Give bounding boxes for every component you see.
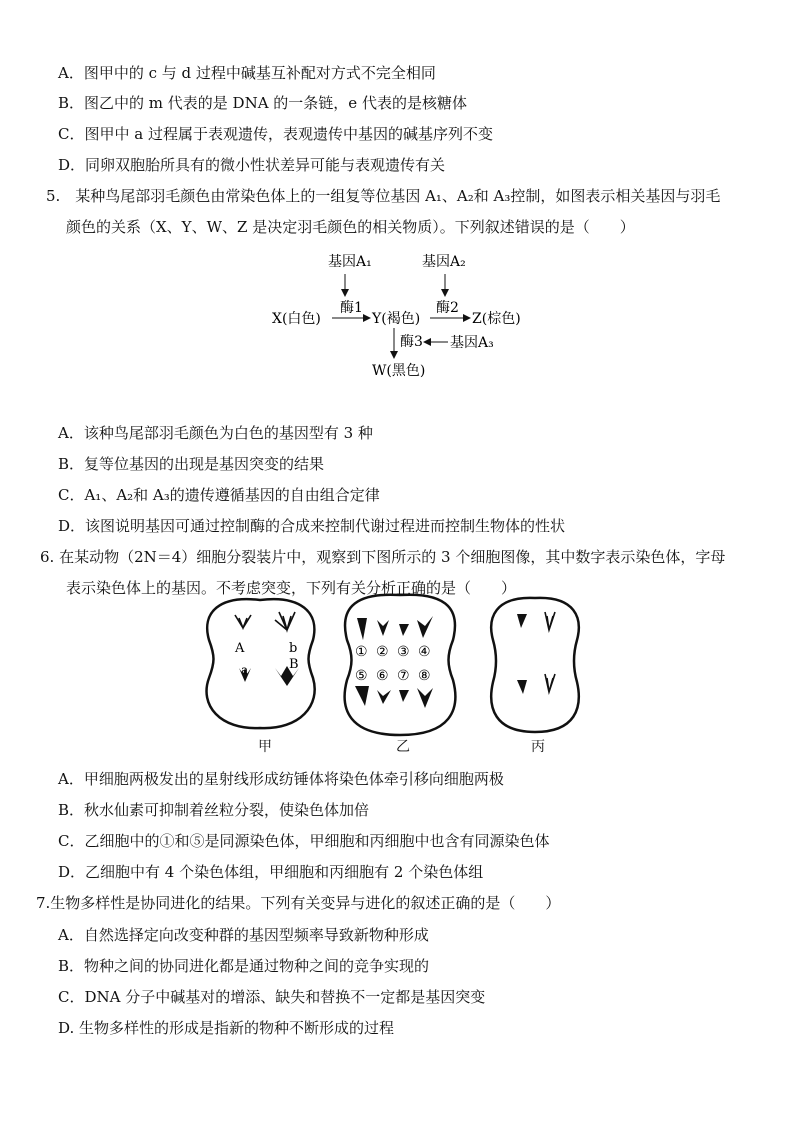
gene-A-label: A: [235, 641, 245, 656]
enzyme2-label: 酶2: [436, 300, 459, 316]
chromosome-6: ⑥: [376, 668, 389, 684]
cell-yi-outline: [345, 595, 456, 735]
substance-w-label: W(黑色): [372, 363, 426, 379]
q4-option-d: D．同卵双胞胎所具有的微小性状差异可能与表观遗传有关: [58, 156, 446, 174]
chromosome-1: ①: [355, 644, 368, 660]
cell-yi-numbers: [355, 644, 431, 684]
chromosome-3: ③: [397, 644, 410, 660]
cell-jia-caption: 甲: [258, 739, 272, 755]
q7-option-d: D. 生物多样性的形成是指新的物种不断形成的过程: [58, 1019, 395, 1037]
gene-a3-label: 基因A₃: [450, 335, 494, 351]
cell-bing-chromosomes: [517, 612, 555, 694]
enzyme1-label: 酶1: [340, 300, 363, 316]
q6-stem-line2: 表示染色体上的基因。不考虑突变，下列有关分析正确的是（ ）: [66, 579, 517, 597]
q6-option-c: C．乙细胞中的①和⑤是同源染色体，甲细胞和丙细胞中也含有同源染色体: [58, 832, 550, 850]
q5-option-d: D．该图说明基因可通过控制酶的合成来控制代谢过程进而控制生物体的性状: [58, 517, 566, 535]
q4-option-b: B．图乙中的 m 代表的是 DNA 的一条链，e 代表的是核糖体: [58, 94, 467, 112]
q6-cell-figure: [205, 590, 585, 740]
cell-yi-caption: 乙: [396, 739, 410, 755]
gene-a-label: a: [241, 663, 249, 677]
q6-stem-line1: 6. 在某动物（2N＝4）细胞分裂装片中，观察到下图所示的 3 个细胞图像，其中数字表示染色体，字母: [40, 548, 726, 566]
q7-option-b: B．物种之间的协同进化都是通过物种之间的竞争实现的: [58, 957, 430, 975]
cell-yi-bottom-chromosomes: [355, 686, 433, 708]
substance-y-label: Y(褐色): [372, 311, 421, 327]
q4-option-a: A．图甲中的 c 与 d 过程中碱基互补配对方式不完全相同: [58, 64, 436, 82]
q6-option-b: B．秋水仙素可抑制着丝粒分裂，使染色体加倍: [58, 801, 370, 819]
substance-x-label: X(白色): [272, 311, 321, 327]
chromosome-8: ⑧: [418, 668, 431, 684]
chromosome-4: ④: [418, 644, 431, 660]
q6-option-d: D．乙细胞中有 4 个染色体组，甲细胞和丙细胞有 2 个染色体组: [58, 863, 484, 881]
q5-option-a: A．该种鸟尾部羽毛颜色为白色的基因型有 3 种: [58, 424, 373, 442]
cell-yi-top-chromosomes: [357, 616, 433, 640]
enzyme3-label: 酶3: [400, 334, 423, 350]
q4-option-c: C．图甲中 a 过程属于表观遗传，表观遗传中基因的碱基序列不变: [58, 125, 493, 143]
q7-option-a: A．自然选择定向改变种群的基因型频率导致新物种形成: [58, 926, 429, 944]
q5-stem-line2: 颜色的关系（X、Y、W、Z 是决定羽毛颜色的相关物质）。下列叙述错误的是（ ）: [66, 218, 635, 236]
gene-a1-label: 基因A₁: [328, 254, 372, 270]
q6-option-a: A．甲细胞两极发出的星射线形成纺锤体将染色体牵引移向细胞两极: [58, 770, 504, 788]
cell-bing-outline: [491, 598, 579, 732]
gene-B-label: B: [289, 657, 299, 672]
q5-option-c: C．A₁、A₂和 A₃的遗传遵循基因的自由组合定律: [58, 486, 380, 504]
cell-bing-caption: 丙: [531, 739, 545, 755]
q7-option-c: C．DNA 分子中碱基对的增添、缺失和替换不一定都是基因突变: [58, 988, 486, 1006]
gene-a2-label: 基因A₂: [422, 254, 466, 270]
q5-stem-line1: 5. 某种鸟尾部羽毛颜色由常染色体上的一组复等位基因 A₁、A₂和 A₃控制，如图表示相关基因与羽毛: [46, 187, 721, 205]
cell-jia-chromosomes: [235, 612, 295, 630]
q5-option-b: B．复等位基因的出现是基因突变的结果: [58, 455, 325, 473]
q7-stem: 7.生物多样性是协同进化的结果。下列有关变异与进化的叙述正确的是（ ）: [36, 894, 561, 912]
chromosome-7: ⑦: [397, 668, 410, 684]
substance-z-label: Z(棕色): [472, 311, 521, 327]
chromosome-2: ②: [376, 644, 389, 660]
chromosome-5: ⑤: [355, 668, 368, 684]
q5-pathway-diagram: [260, 246, 550, 386]
gene-b-label: b: [289, 641, 298, 656]
